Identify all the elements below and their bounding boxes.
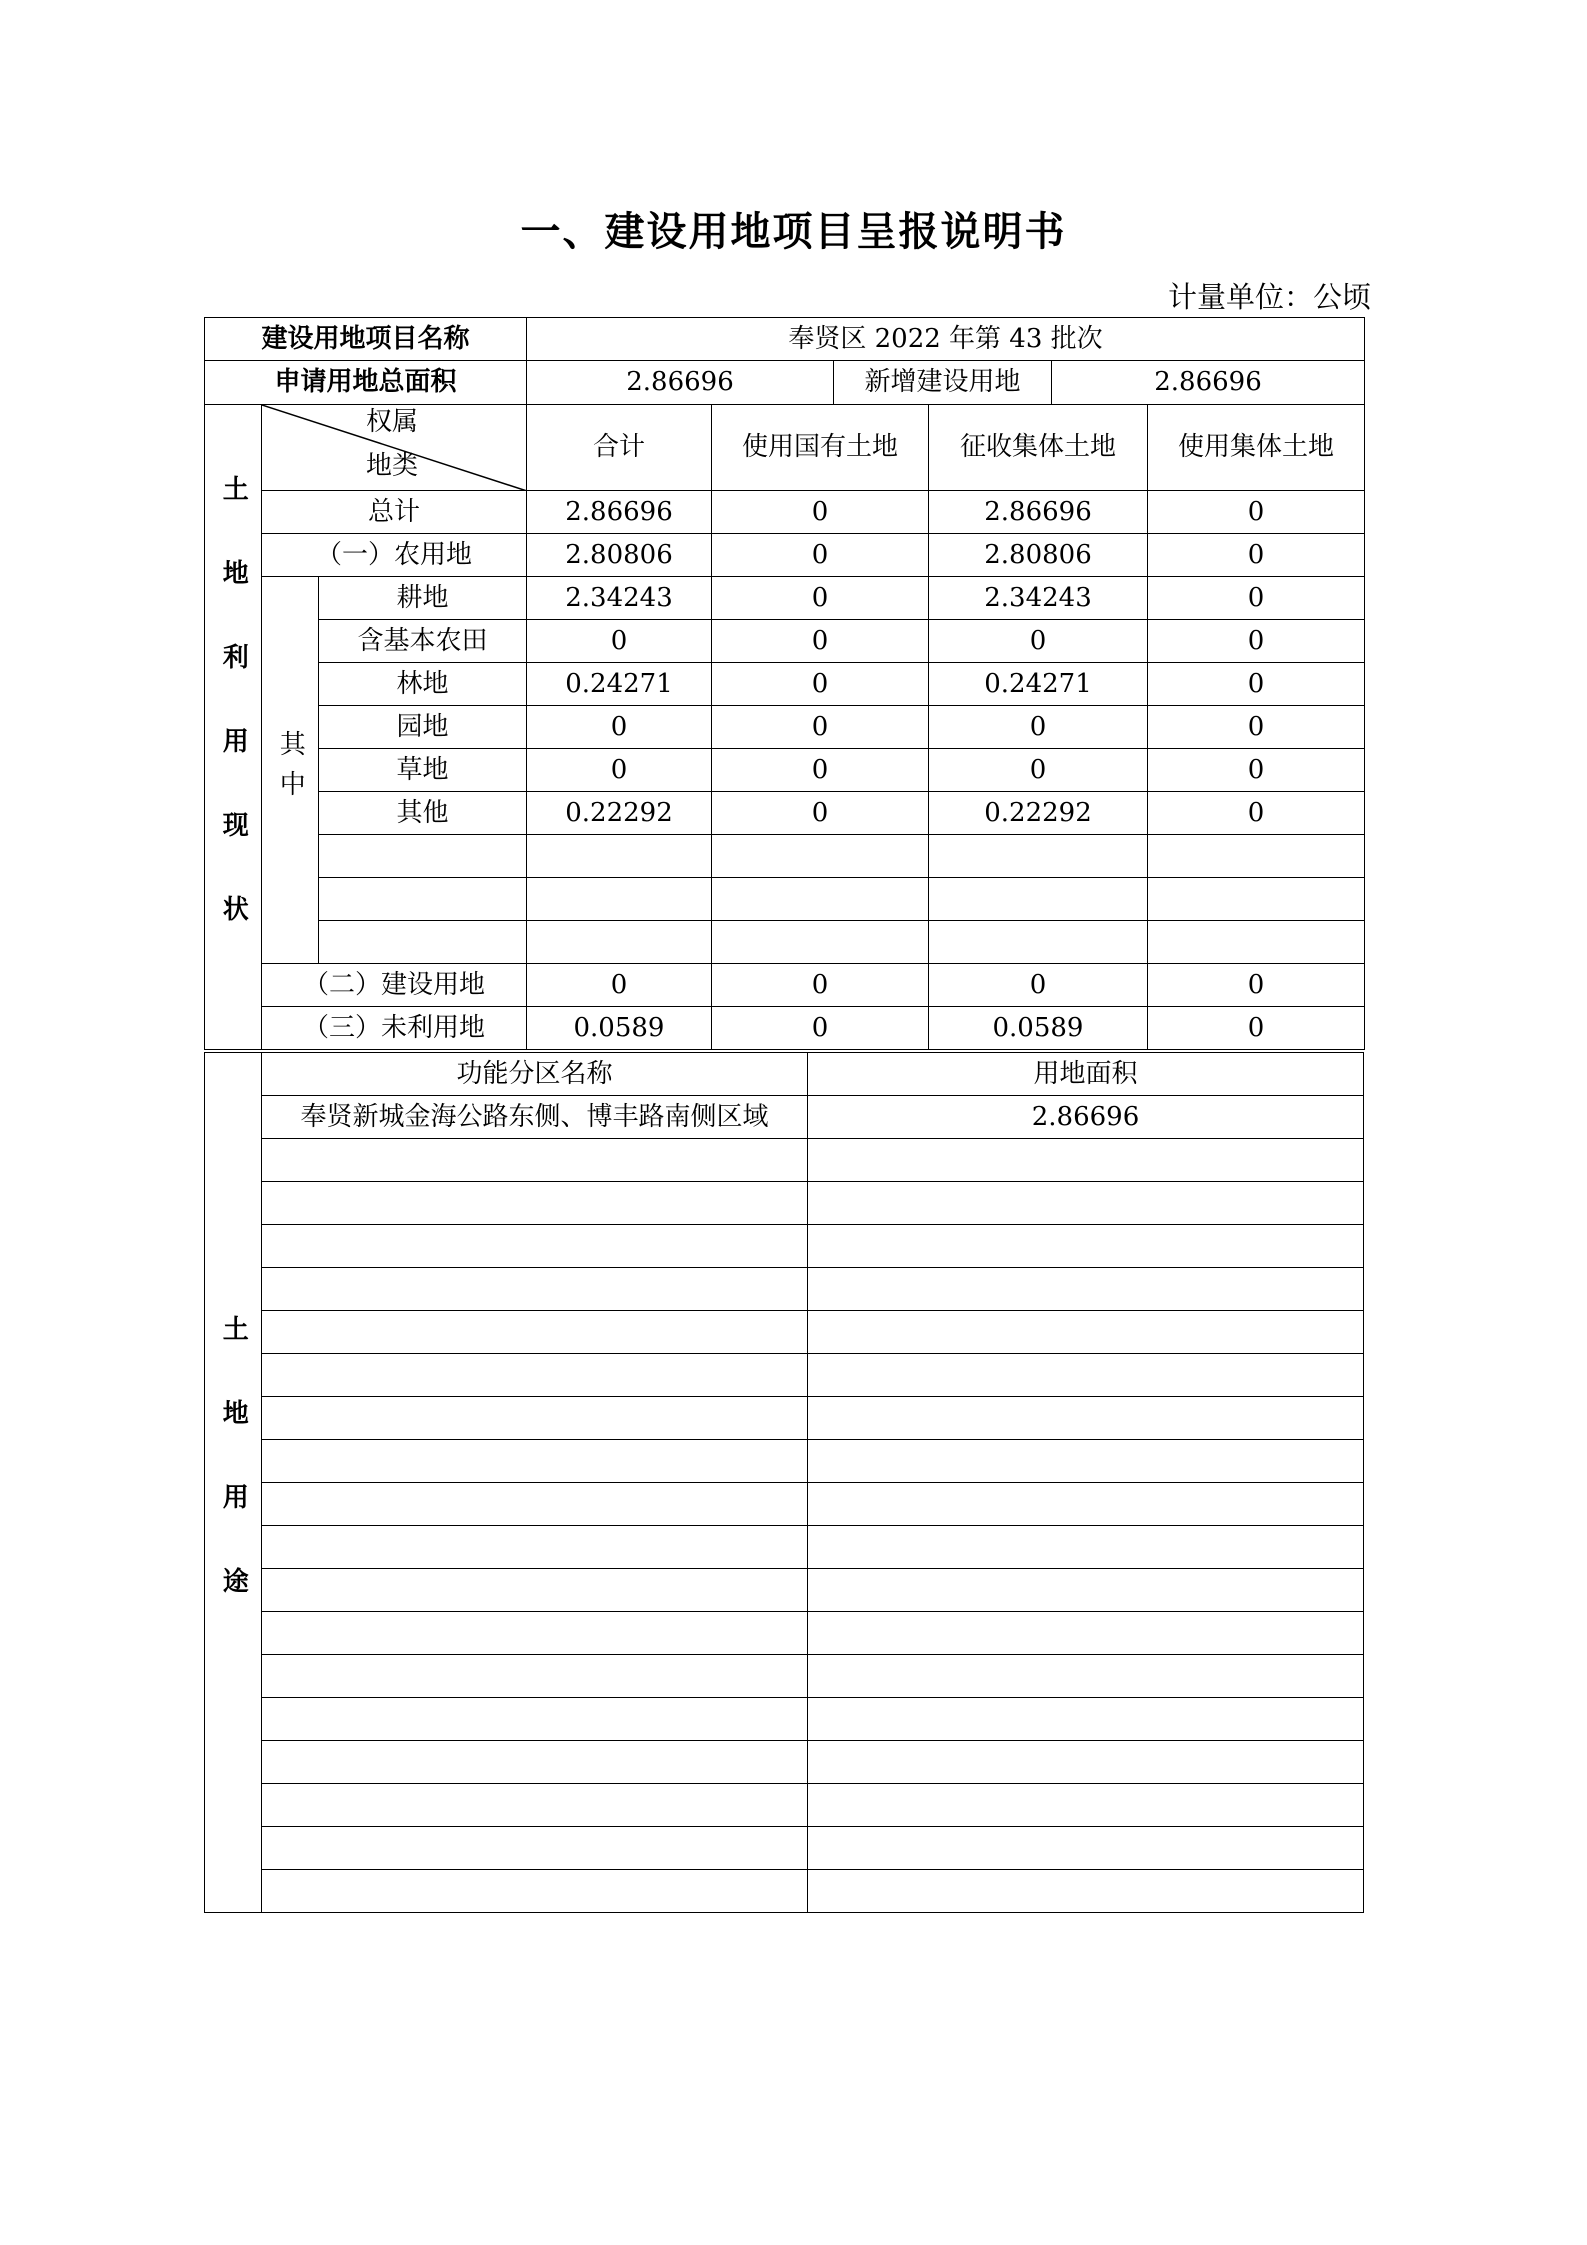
cell-value: 0.22292 bbox=[929, 792, 1148, 835]
col-header-expropriated: 征收集体土地 bbox=[929, 405, 1148, 491]
table-row bbox=[205, 1096, 1364, 1139]
zone-name: 奉贤新城金海公路东侧、博丰路南侧区域 bbox=[262, 1096, 808, 1139]
total-area-label: 申请用地总面积 bbox=[205, 361, 527, 405]
cell-value: 2.34243 bbox=[929, 577, 1148, 620]
row-label: 含基本农田 bbox=[319, 620, 527, 663]
table-row bbox=[205, 706, 1365, 749]
cell-value: 0 bbox=[929, 964, 1148, 1007]
empty-row bbox=[205, 1354, 1364, 1397]
empty-row bbox=[205, 1870, 1364, 1913]
cell-value: 0 bbox=[1148, 749, 1365, 792]
cell-value: 0 bbox=[712, 491, 929, 534]
row-label: 林地 bbox=[319, 663, 527, 706]
cell-value: 0.24271 bbox=[929, 663, 1148, 706]
empty-row bbox=[205, 1397, 1364, 1440]
cell-value: 0 bbox=[929, 749, 1148, 792]
cell-value: 2.86696 bbox=[527, 491, 712, 534]
row-label: 耕地 bbox=[319, 577, 527, 620]
sub-category-label: 其中 bbox=[262, 577, 319, 964]
cell-value: 0 bbox=[712, 620, 929, 663]
cell-value: 0 bbox=[712, 663, 929, 706]
empty-row bbox=[205, 1268, 1364, 1311]
cell-value: 0 bbox=[712, 964, 929, 1007]
empty-row bbox=[205, 1440, 1364, 1483]
empty-row bbox=[205, 835, 1365, 878]
cell-value: 0 bbox=[929, 706, 1148, 749]
table-row bbox=[205, 749, 1365, 792]
cell-value: 0.24271 bbox=[527, 663, 712, 706]
table-row bbox=[205, 1007, 1365, 1050]
empty-row bbox=[205, 1655, 1364, 1698]
empty-row bbox=[205, 1741, 1364, 1784]
empty-row bbox=[205, 1569, 1364, 1612]
empty-row bbox=[205, 1526, 1364, 1569]
col-header-area: 用地面积 bbox=[808, 1053, 1364, 1096]
row-label: 其他 bbox=[319, 792, 527, 835]
new-construction-value: 2.86696 bbox=[1154, 367, 1262, 398]
cell-value: 2.86696 bbox=[929, 491, 1148, 534]
land-usage-side-label: 土地用途 bbox=[205, 1053, 262, 1913]
cell-value: 0.0589 bbox=[527, 1007, 712, 1050]
col-header-collective: 使用集体土地 bbox=[1148, 405, 1365, 491]
table-row bbox=[205, 491, 1365, 534]
cell-value: 0 bbox=[1148, 534, 1365, 577]
row-label: （二）建设用地 bbox=[262, 964, 527, 1007]
empty-row bbox=[205, 878, 1365, 921]
table-row bbox=[205, 534, 1365, 577]
cell-value: 0 bbox=[712, 706, 929, 749]
cell-value: 0.22292 bbox=[527, 792, 712, 835]
table-row bbox=[205, 663, 1365, 706]
empty-row bbox=[205, 1698, 1364, 1741]
empty-row bbox=[205, 1139, 1364, 1182]
cell-value: 0 bbox=[712, 1007, 929, 1050]
land-status-table bbox=[204, 317, 1365, 1050]
table-row bbox=[205, 792, 1365, 835]
total-area-value: 2.86696 bbox=[527, 361, 834, 404]
empty-row bbox=[205, 1612, 1364, 1655]
ownership-label: 权属 bbox=[366, 407, 419, 437]
table-row bbox=[205, 964, 1365, 1007]
project-name-label: 建设用地项目名称 bbox=[205, 318, 527, 361]
cell-value: 0 bbox=[929, 620, 1148, 663]
cell-value: 0 bbox=[712, 534, 929, 577]
cell-value: 0.0589 bbox=[929, 1007, 1148, 1050]
cell-value: 2.80806 bbox=[929, 534, 1148, 577]
cell-value: 2.80806 bbox=[527, 534, 712, 577]
landtype-label: 地类 bbox=[366, 451, 419, 481]
table-row bbox=[205, 620, 1365, 663]
col-header-zone: 功能分区名称 bbox=[262, 1053, 808, 1096]
row-label: 园地 bbox=[319, 706, 527, 749]
cell-value: 0 bbox=[712, 792, 929, 835]
new-construction-label: 新增建设用地 bbox=[834, 361, 1052, 404]
unit-label: 计量单位：公顷 bbox=[1167, 280, 1371, 314]
land-status-side-label: 土地利用现状 bbox=[205, 405, 262, 1050]
empty-row bbox=[205, 1827, 1364, 1870]
col-header-total: 合计 bbox=[527, 405, 712, 491]
cell-value: 0 bbox=[527, 620, 712, 663]
table-row bbox=[205, 577, 1365, 620]
empty-row bbox=[205, 1483, 1364, 1526]
page-title: 一、建设用地项目呈报说明书 bbox=[520, 209, 1067, 255]
row-label: （三）未利用地 bbox=[262, 1007, 527, 1050]
cell-value: 0 bbox=[527, 964, 712, 1007]
land-usage-table bbox=[204, 1052, 1364, 1913]
cell-value: 0 bbox=[527, 706, 712, 749]
empty-row bbox=[205, 1182, 1364, 1225]
row-label: （一）农用地 bbox=[262, 534, 527, 577]
cell-value: 0 bbox=[1148, 1007, 1365, 1050]
project-name-value: 奉贤区 2022 年第 43 批次 bbox=[527, 318, 1365, 361]
header-diagonal-cell bbox=[262, 405, 527, 491]
cell-value: 2.34243 bbox=[527, 577, 712, 620]
cell-value: 0 bbox=[712, 749, 929, 792]
empty-row bbox=[205, 1225, 1364, 1268]
cell-value: 0 bbox=[527, 749, 712, 792]
cell-value: 0 bbox=[1148, 792, 1365, 835]
row-label: 草地 bbox=[319, 749, 527, 792]
empty-row bbox=[205, 1784, 1364, 1827]
cell-value: 0 bbox=[1148, 577, 1365, 620]
empty-row bbox=[205, 1311, 1364, 1354]
cell-value: 0 bbox=[1148, 964, 1365, 1007]
row-label: 总计 bbox=[262, 491, 527, 534]
empty-row bbox=[205, 921, 1365, 964]
cell-value: 0 bbox=[1148, 706, 1365, 749]
col-header-state: 使用国有土地 bbox=[712, 405, 929, 491]
cell-value: 0 bbox=[712, 577, 929, 620]
cell-value: 0 bbox=[1148, 620, 1365, 663]
cell-value: 0 bbox=[1148, 491, 1365, 534]
zone-area: 2.86696 bbox=[808, 1096, 1364, 1139]
cell-value: 0 bbox=[1148, 663, 1365, 706]
